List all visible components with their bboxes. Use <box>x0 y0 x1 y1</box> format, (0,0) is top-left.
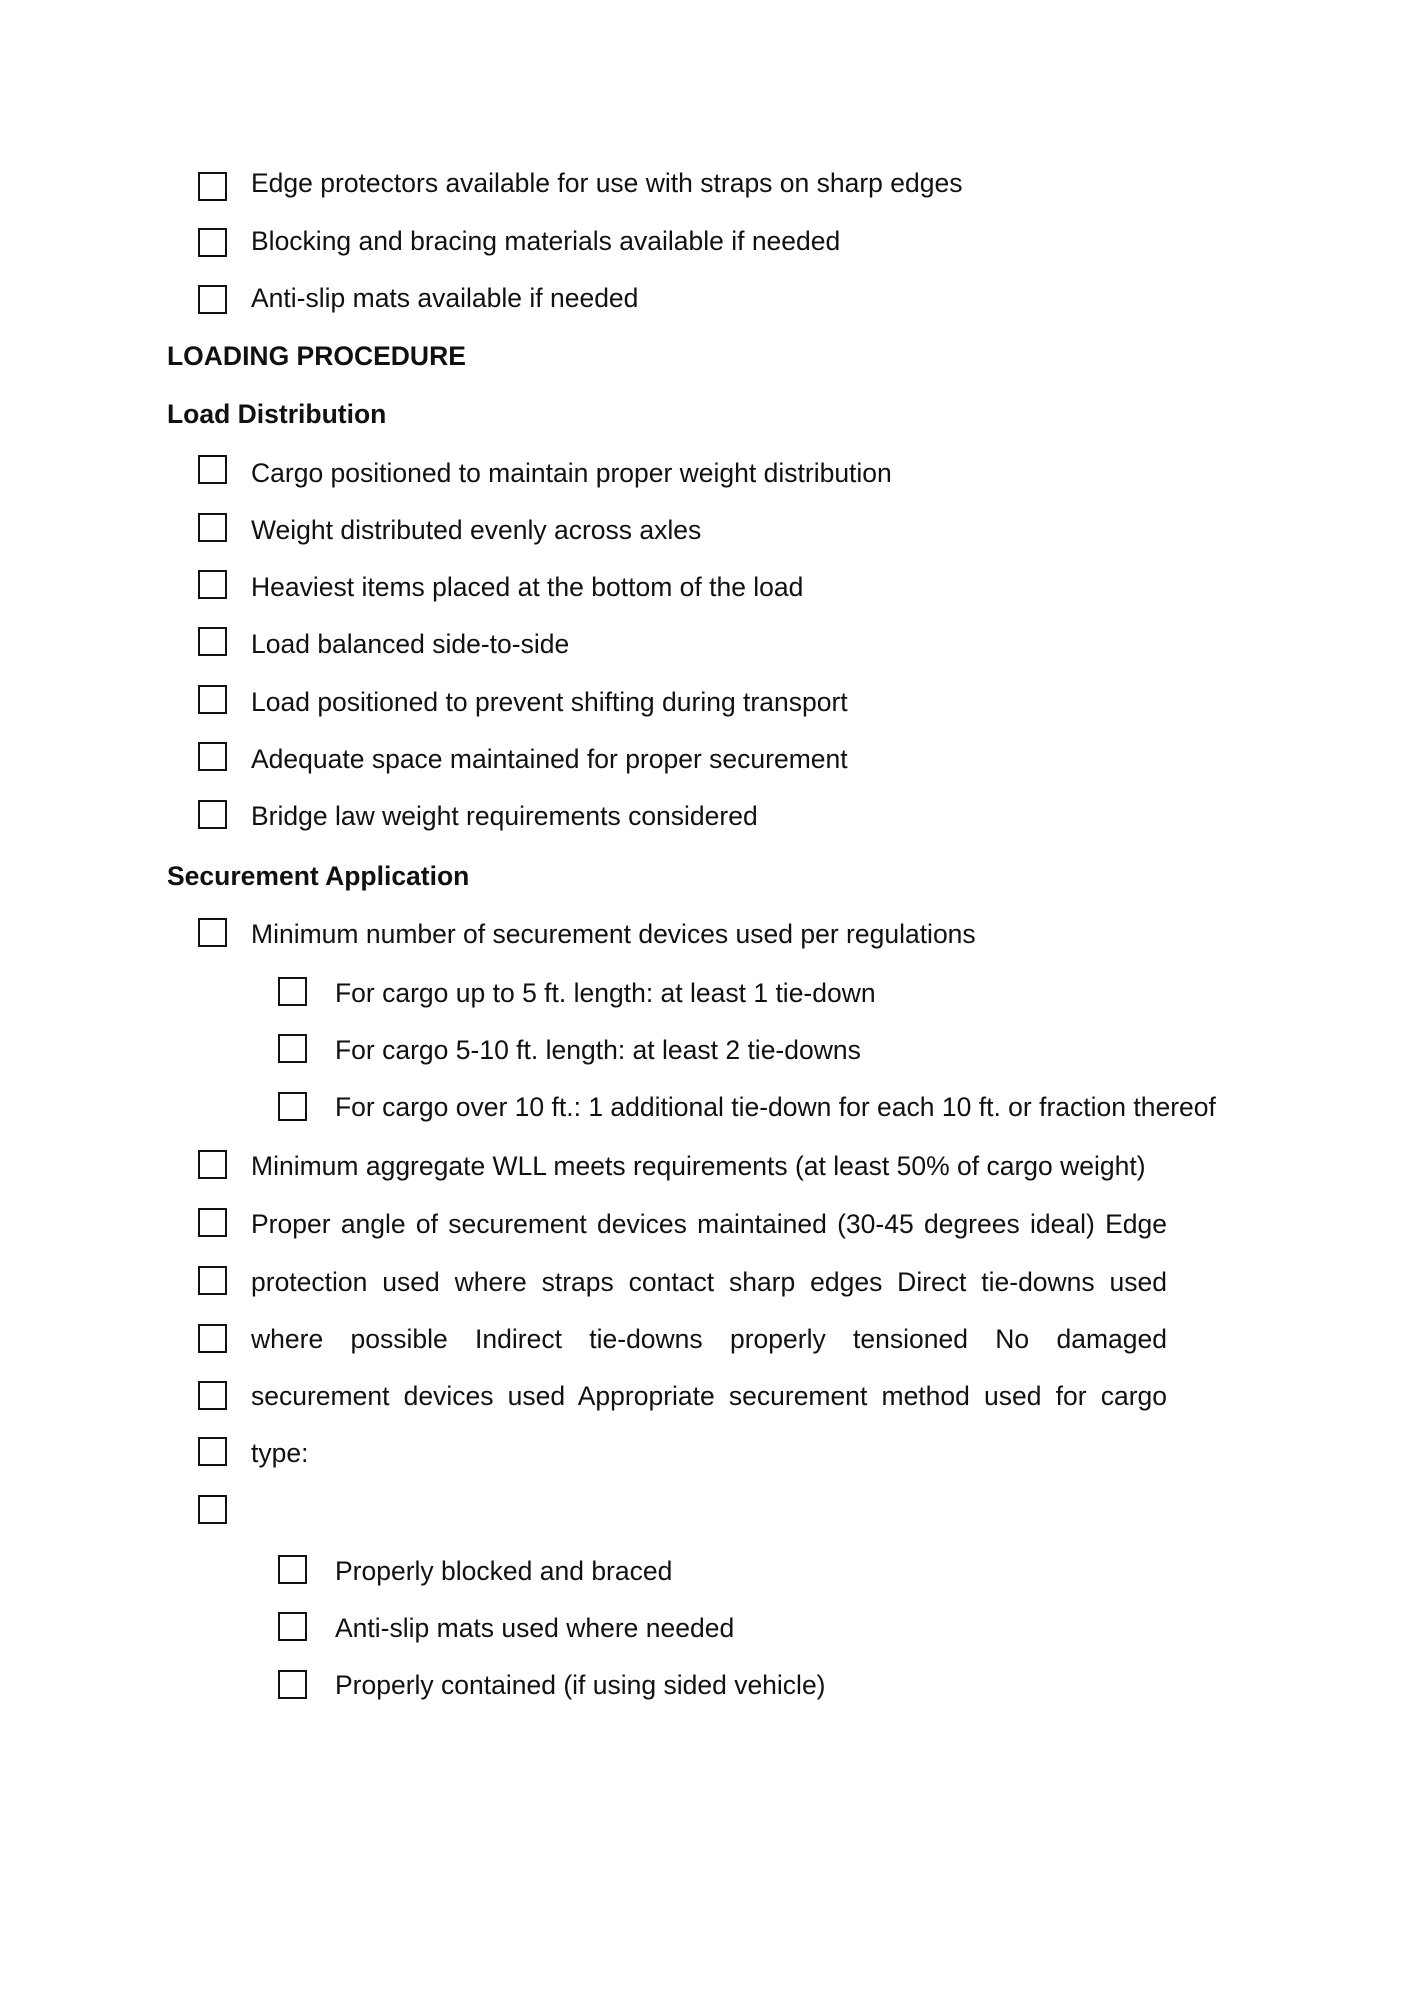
checklist-item: Adequate space maintained for proper securement <box>251 744 848 774</box>
paragraph-line: Proper angle of securement devices maintained (30-45 degrees ideal) Edge <box>251 1209 1167 1239</box>
checkbox[interactable] <box>198 228 227 257</box>
checkbox[interactable] <box>198 285 227 314</box>
checklist-item: Load balanced side-to-side <box>251 629 570 659</box>
checklist-item: Weight distributed evenly across axles <box>251 515 702 545</box>
checkbox[interactable] <box>278 1670 307 1699</box>
subsection-heading: Securement Application <box>167 861 470 891</box>
paragraph-line: protection used where straps contact sharp edges Direct tie-downs used <box>251 1267 1167 1297</box>
checklist-item: Anti-slip mats available if needed <box>251 283 639 313</box>
checkbox[interactable] <box>198 455 227 484</box>
checkbox[interactable] <box>198 918 227 947</box>
subsection-heading: Load Distribution <box>167 399 387 429</box>
checkbox[interactable] <box>278 977 307 1006</box>
checkbox[interactable] <box>198 1266 227 1295</box>
checklist-subitem: Properly blocked and braced <box>335 1556 673 1586</box>
checklist-item: Blocking and bracing materials available if needed <box>251 226 841 256</box>
checkbox[interactable] <box>198 172 227 201</box>
checklist-item: Bridge law weight requirements considered <box>251 801 758 831</box>
checkbox[interactable] <box>198 1381 227 1410</box>
checkbox[interactable] <box>198 513 227 542</box>
checklist-item: Minimum aggregate WLL meets requirements (at least 50% of cargo weight) <box>251 1151 1146 1181</box>
checkbox[interactable] <box>198 1324 227 1353</box>
paragraph-line: securement devices used Appropriate securement method used for cargo <box>251 1381 1167 1411</box>
checkbox[interactable] <box>198 1495 227 1524</box>
checkbox[interactable] <box>198 685 227 714</box>
checkbox[interactable] <box>198 1437 227 1466</box>
checklist-item: Minimum number of securement devices used per regulations <box>251 919 976 949</box>
checkbox[interactable] <box>198 800 227 829</box>
checklist-item: Edge protectors available for use with straps on sharp edges <box>251 168 963 198</box>
checkbox[interactable] <box>198 1208 227 1237</box>
paragraph-line: where possible Indirect tie-downs properly tensioned No damaged <box>251 1324 1167 1354</box>
checkbox[interactable] <box>278 1612 307 1641</box>
checkbox[interactable] <box>198 627 227 656</box>
checklist-subitem: Anti-slip mats used where needed <box>335 1613 735 1643</box>
checklist-item: Heaviest items placed at the bottom of the load <box>251 572 804 602</box>
section-title: LOADING PROCEDURE <box>167 341 466 371</box>
checklist-subitem: For cargo up to 5 ft. length: at least 1 tie-down <box>335 978 876 1008</box>
checklist-subitem: Properly contained (if using sided vehicle) <box>335 1670 826 1700</box>
checklist-subitem: For cargo over 10 ft.: 1 additional tie-down for each 10 ft. or fraction thereof <box>335 1092 1216 1122</box>
checkbox[interactable] <box>198 570 227 599</box>
checkbox[interactable] <box>198 742 227 771</box>
paragraph-line: type: <box>251 1438 309 1468</box>
checklist-item: Load positioned to prevent shifting during transport <box>251 687 848 717</box>
checklist-subitem: For cargo 5-10 ft. length: at least 2 tie-downs <box>335 1035 861 1065</box>
checkbox[interactable] <box>198 1150 227 1179</box>
checkbox[interactable] <box>278 1555 307 1584</box>
checklist-item: Cargo positioned to maintain proper weight distribution <box>251 458 892 488</box>
checkbox[interactable] <box>278 1092 307 1121</box>
checkbox[interactable] <box>278 1034 307 1063</box>
